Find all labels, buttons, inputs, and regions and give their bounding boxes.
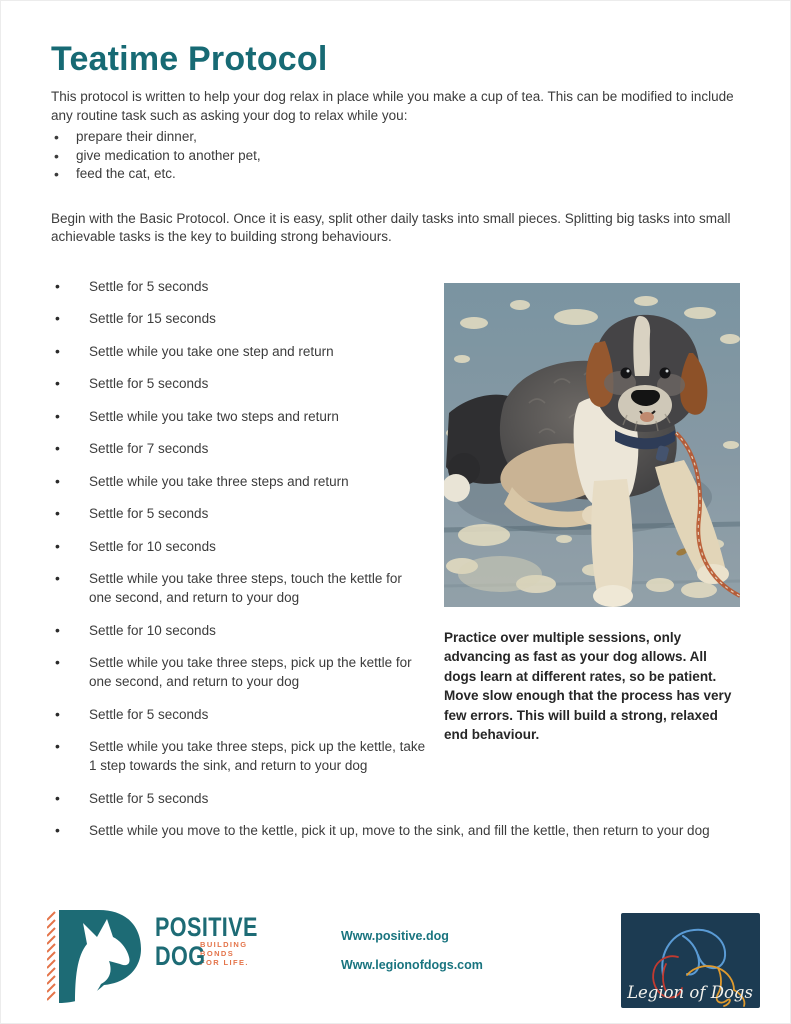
intro-bullet-item: • feed the cat, etc. (51, 165, 740, 184)
protocol-section (51, 277, 740, 841)
step-item: • Settle while you take three steps, touch the kettle for one second, and return to your dog (51, 569, 740, 607)
intro-paragraph: This protocol is written to help your dog relax in place while you make a cup of tea. This can be modified to include any routine task such as asking your dog to relax while you: (51, 89, 734, 123)
step-item: • Settle while you take three steps, pick up the kettle, take 1 step towards the sink, and return to your dog (51, 737, 740, 775)
positive-dog-wordmark (155, 906, 284, 969)
begin-paragraph: Begin with the Basic Protocol. Once it is easy, split other daily tasks into small pieces. Splitting big tasks into small achievable tasks is the key to building strong behaviours. (51, 210, 731, 245)
step-item: • Settle while you move to the kettle, pick it up, move to the sink, and fill the kettle, then return to your dog (51, 821, 740, 840)
step-item: • Settle for 5 seconds (51, 705, 740, 724)
positive-dog-link[interactable]: Www.positive.dog (341, 929, 449, 943)
page-title: Teatime Protocol (51, 40, 328, 78)
step-item: • Settle while you take three steps and return (51, 472, 740, 491)
step-item: • Settle for 7 seconds (51, 439, 740, 458)
step-item: • Settle while you take two steps and return (51, 407, 740, 426)
brand-line2: DOG (155, 941, 206, 971)
step-item: • Settle for 10 seconds (51, 621, 740, 640)
step-item: • Settle while you take three steps, pick up the kettle for one second, and return to your dog (51, 653, 740, 691)
brand-line1: POSITIVE (155, 912, 258, 942)
positive-dog-icon (47, 906, 143, 1006)
photo-caption: Practice over multiple sessions, only advancing as fast as your dog allows. All dogs learn at different rates, so be patient. Move slow enough that the process has very few errors. This will build a strong, relaxed end behaviour. (444, 629, 732, 743)
legion-of-dogs-logo (621, 913, 760, 1008)
step-item: • Settle while you take one step and return (51, 342, 740, 361)
step-item: • Settle for 5 seconds (51, 504, 740, 523)
step-item: • Settle for 15 seconds (51, 309, 740, 328)
step-item: • Settle for 5 seconds (51, 789, 740, 808)
intro-bullet-item: • give medication to another pet, (51, 147, 740, 166)
intro-bullet-item: • prepare their dinner, (51, 128, 740, 147)
step-item: • Settle for 10 seconds (51, 537, 740, 556)
footer-links (341, 929, 483, 987)
positive-dog-logo (47, 906, 284, 1006)
step-item: • Settle for 5 seconds (51, 277, 740, 296)
legion-logo-text: Legion of Dogs (627, 983, 753, 1002)
legion-of-dogs-link[interactable]: Www.legionofdogs.com (341, 958, 483, 972)
intro-bullet-list (51, 128, 740, 184)
brand-tagline: BUILDING BONDS FOR LIFE. (200, 940, 249, 967)
step-item: • Settle for 5 seconds (51, 374, 740, 393)
